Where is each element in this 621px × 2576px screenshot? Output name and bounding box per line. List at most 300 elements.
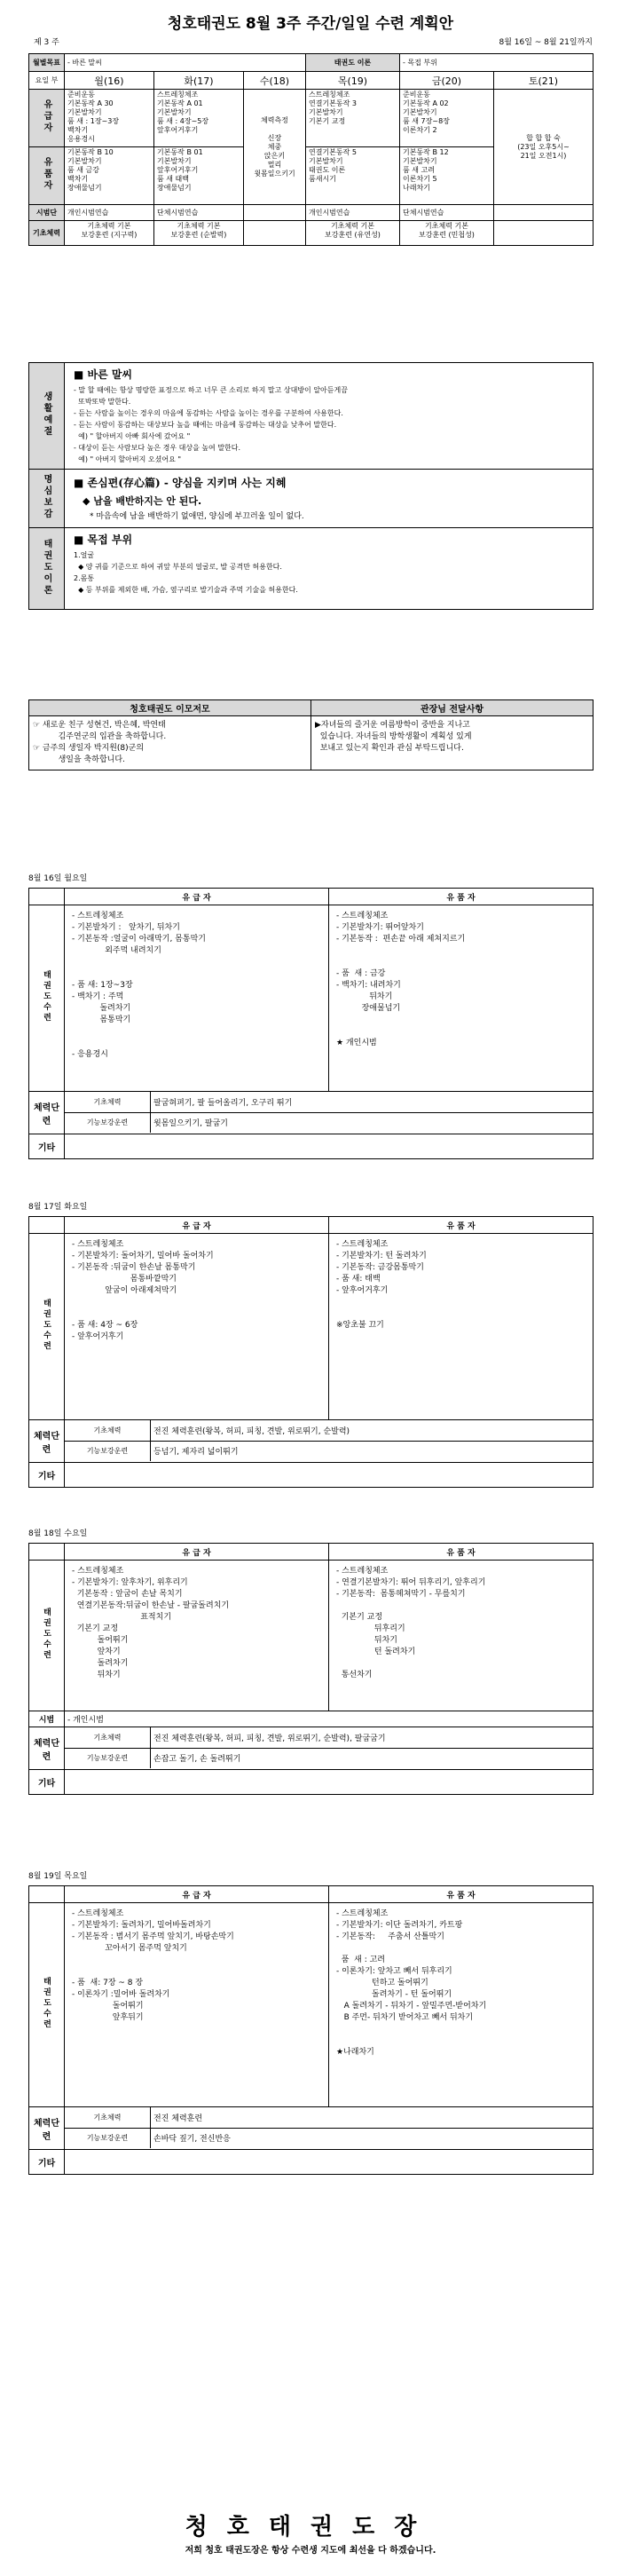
text-line: ◆ 등 부위를 제외한 배, 가슴, 옆구리로 발기술과 주먹 기술을 허용한다.: [74, 586, 298, 594]
text-line: 기본동작 A 02: [403, 99, 449, 107]
text-line: 장애물넘기: [67, 184, 102, 192]
day-mon: 월(16): [65, 72, 154, 90]
text-line: 보강훈련 (민첩성): [419, 231, 475, 239]
text-line: - 품 새: 7장 ~ 8 장: [72, 1979, 144, 1987]
proverb-cell: [65, 470, 593, 528]
yudan-tue: [154, 147, 244, 205]
text-line: 돌어뛰기: [72, 2002, 144, 2011]
yudan-head: 유 품 자: [329, 1886, 593, 1903]
fitness-row-value: 손잡고 돌기, 손 돌려뛰기: [151, 1748, 593, 1768]
text-line: 돌려차기: [72, 1659, 129, 1668]
life-etiquette-lines: [74, 384, 584, 465]
text-line: 장애물넘기: [336, 1004, 401, 1013]
fitness-tue: [154, 221, 244, 246]
fitness-label: 체력단련: [29, 1727, 65, 1770]
yudan-head: 유 품 자: [329, 889, 593, 905]
text-line: - 기본동작: 주춤서 산틀막기: [336, 1932, 444, 1941]
text-line: - 스트레칭체조: [336, 1240, 389, 1249]
fitness-row-value: 전진 체력훈련(왕복, 허피, 피칭, 견발, 위로뛰기, 순발력): [151, 1420, 593, 1441]
text-line: 백차기: [67, 175, 89, 183]
fitness-fri: [400, 221, 494, 246]
text-line: [336, 1026, 586, 1038]
text-line: 체력측정: [261, 115, 288, 124]
footer-title: 청호태권도장: [185, 2514, 436, 2540]
monthly-info-table: [28, 362, 593, 610]
notice-left-lines: [29, 716, 311, 770]
text-line: 기본기 교정: [336, 1613, 383, 1622]
text-line: [336, 1943, 586, 1955]
text-line: - 품 새: 4장 ~ 6장: [72, 1321, 138, 1330]
text-line: 턴 돌려차기: [336, 1648, 416, 1656]
text-line: 백차기: [67, 126, 89, 134]
footer-subtitle: 저희 청호 태권도장은 항상 수련생 지도에 최선을 다 하겠습니다.: [185, 2546, 436, 2556]
text-line: 돌어뛰기: [72, 1636, 129, 1645]
proverb-sub: ◆ 남을 배반하지는 안 된다.: [83, 495, 202, 507]
text-line: [72, 1955, 321, 1966]
fitness-row-value: 등넘기, 제자리 넓이뛰기: [151, 1441, 593, 1461]
fitness-label: 기초체력: [29, 221, 65, 246]
text-line: 이론차기 2: [403, 126, 437, 134]
notice-table: [28, 699, 593, 770]
day-tue: 화(17): [154, 72, 244, 90]
text-line: 돌려차기 - 턴 돌어뛰기: [336, 1990, 452, 1999]
yudan-thu: [306, 147, 400, 205]
fitness-inner-table: [65, 1420, 593, 1461]
notice-right-title: 관장님 전달사항: [311, 700, 593, 716]
text-line: - 품 새 : 금강: [336, 969, 386, 978]
tkd-training-label: [29, 1561, 65, 1711]
text-line: ▶자녀들의 즐거운 여름방학이 중반을 지나고: [315, 721, 470, 730]
text-line: - 기본발차기: 돌려차기, 밀어바돌려차기: [72, 1921, 211, 1930]
text-line: [72, 1297, 321, 1308]
text-line: 표적치기: [72, 1613, 172, 1622]
text-line: [336, 1658, 586, 1670]
tkd-training-label-text: 태권도수련: [42, 1299, 51, 1352]
text-line: [336, 945, 586, 957]
text-line: - 스트레칭체조: [336, 1567, 389, 1576]
yudan-head: 유 품 자: [329, 1217, 593, 1234]
text-line: 기본기 교정: [309, 117, 346, 125]
text-line: - 품 새: 태백: [336, 1275, 381, 1284]
text-line: 기본발차기: [403, 108, 437, 116]
text-line: 보내고 있는지 확인과 관심 부탁드립니다.: [315, 744, 464, 753]
etc-label: 기타: [29, 1770, 65, 1795]
text-line: 2.몸통: [74, 574, 95, 582]
corner-cell: [29, 1886, 65, 1903]
event-thu: 개인시범연습: [306, 205, 400, 221]
yugeup-head: 유 급 자: [65, 889, 329, 905]
life-etiquette-label: [29, 363, 65, 470]
text-line: [336, 2035, 586, 2047]
page-title: 청호태권도 8월 3주 주간/일일 수련 계획안: [167, 15, 454, 33]
text-line: [72, 1308, 321, 1320]
text-line: 기본동작 : 앞굽이 손날 목치기: [72, 1590, 183, 1599]
text-line: - 연결기본발차기: 뛰어 뒤후리기, 앞후리기: [336, 1578, 486, 1587]
day-label: 요일 부: [29, 72, 65, 90]
text-line: 품 새 금강: [67, 166, 99, 174]
text-line: 몸통바깥막기: [72, 1275, 177, 1284]
fitness-row-value: 팔굽혀펴기, 팔 들어올리기, 오구리 뛰기: [151, 1092, 593, 1112]
text-line: 나래차기: [403, 184, 430, 192]
theory-cell: [65, 528, 593, 610]
text-line: ☞ 새로운 친구 성현건, 박은혜, 박연태: [33, 721, 166, 730]
yugeup-mon: [65, 90, 154, 147]
etc-label: 기타: [29, 2150, 65, 2175]
text-line: [247, 125, 303, 134]
text-line: - 앞후어거후기: [336, 1286, 389, 1295]
fitness-row-label: 기초체력: [65, 1092, 151, 1112]
text-line: 기본발차기: [157, 108, 192, 116]
event-label: 시범: [29, 1711, 65, 1727]
theme-value: - 바른 말씨: [65, 54, 306, 72]
week-label: 제 3 주: [34, 38, 59, 47]
text-line: [336, 2024, 586, 2035]
fitness-sat: [494, 221, 593, 246]
theory-label-text: 태권도이론: [42, 538, 51, 597]
fitness-cell: [65, 1420, 593, 1463]
text-line: 체중: [267, 142, 282, 151]
text-line: - 기본동작 : 편손끝 아래 제쳐지르기: [336, 935, 466, 944]
etc-label: 기타: [29, 1463, 65, 1488]
text-line: - 듣는 사람을 높이는 경우의 마음에 동감하는 사람을 높이는 경우를 구분하여 사용한다.: [74, 409, 343, 417]
yudan-plan: [329, 1234, 593, 1420]
yugeup-plan: [65, 1234, 329, 1420]
text-line: 이론차기 5: [403, 175, 437, 183]
text-line: 품새시기: [309, 175, 336, 183]
yugeup-plan: [65, 905, 329, 1092]
text-line: B 주먼- 뒤차기 받어차고 빼서 뒤차기: [336, 2013, 474, 2022]
fitness-cell: [65, 1092, 593, 1134]
text-line: - 백차기: 내려차기: [336, 981, 401, 990]
etc-label: 기타: [29, 1134, 65, 1159]
fitness-inner-table: [65, 2107, 593, 2148]
event-sat: [494, 205, 593, 221]
text-line: - 스트레칭체조: [72, 912, 124, 921]
life-etiquette-title: ■ 바른 말씨: [74, 368, 133, 381]
text-line: ☞ 금주의 생일자 박지원(8)군의: [33, 744, 145, 753]
daily-plan-table: [28, 888, 593, 1159]
fitness-cell: [65, 1727, 593, 1770]
text-line: 멀리: [267, 160, 282, 169]
yugeup-label: [29, 90, 65, 147]
fitness-row-value: 전진 체력훈련: [151, 2107, 593, 2128]
yudan-mon: [65, 147, 154, 205]
text-line: 기본동작 B 12: [403, 148, 449, 156]
text-line: 준비운동: [67, 91, 95, 99]
text-line: 돌려차기: [72, 1004, 131, 1013]
text-line: (23일 오후5시~: [517, 142, 570, 151]
text-line: - 대상이 듣는 사람보다 높은 경우 대상을 높여 말한다.: [74, 444, 241, 452]
text-line: 몸통막기: [72, 1015, 131, 1024]
daily-date: 8월 18일 수요일: [28, 1529, 88, 1538]
text-line: - 이론차기: 앞차고 빼서 뒤후리기: [336, 1967, 452, 1976]
proverb-desc: * 마음속에 남을 배반하기 없애면, 양심에 부끄러울 일이 없다.: [90, 512, 304, 521]
text-line: - 기본발차기: 뛰어앞차기: [336, 923, 424, 932]
text-line: 기초체력 기본: [425, 222, 468, 230]
event-mon: 개인시범연습: [65, 205, 154, 221]
text-line: 뒤차기: [336, 1636, 397, 1645]
text-line: 스트레칭체조: [157, 91, 199, 99]
text-line: 준비운동: [403, 91, 430, 99]
fitness-row-value: 윗몸일으키기, 팔굽기: [151, 1112, 593, 1133]
text-line: 앞굽이 아래제쳐막기: [72, 1286, 177, 1295]
text-line: - 이론차기 :밀어바 돌려차기: [72, 1990, 170, 1999]
fitness-row-value: 전진 체력훈련(왕복, 허피, 피칭, 견발, 위로뛰기, 순발력), 팔굽굽기: [151, 1727, 593, 1748]
text-line: 기본동작 A 30: [67, 99, 114, 107]
text-line: - 말 할 때에는 항상 명랑한 표정으로 하고 너무 큰 소리로 하지 말고 상대방이 알아듣게끔: [74, 386, 348, 394]
text-line: 장애물넘기: [157, 184, 192, 192]
text-line: 기본동작 B 01: [157, 148, 203, 156]
fitness-row-label: 기능보강운련: [65, 1441, 151, 1461]
text-line: 연결기본동작 3: [309, 99, 358, 107]
text-line: 보강훈련 (유연성): [325, 231, 381, 239]
text-line: - 기본동작 : 범서기 몸주먹 앞치기, 바탕손막기: [72, 1932, 234, 1941]
taekwondo-theory-label: 태권도 이론: [306, 54, 400, 72]
fitness-row-label: 기능보강운련: [65, 2128, 151, 2148]
proverb-label-text: 명심보감: [42, 474, 51, 520]
text-line: 21일 오전1시): [520, 151, 567, 160]
fitness-cell: [65, 2107, 593, 2150]
fitness-inner-table: [65, 1092, 593, 1133]
tkd-training-label: [29, 905, 65, 1092]
text-line: 있습니다. 자녀들의 방학생활이 계획성 있게: [315, 732, 472, 741]
text-line: ★나래차기: [336, 2048, 374, 2057]
wed-fitness-test: [244, 90, 306, 205]
text-line: - 듣는 사람이 동감하는 대상보다 높을 때에는 마음에 동감하는 대상을 낮추어 말한다.: [74, 421, 337, 429]
yugeup-head: 유 급 자: [65, 1217, 329, 1234]
corner-cell: [29, 889, 65, 905]
text-line: - 스트레칭체조: [72, 1567, 124, 1576]
tkd-training-label: [29, 1234, 65, 1420]
day-sat: 토(21): [494, 72, 593, 90]
theory-label: [29, 528, 65, 610]
fitness-row-label: 기초체력: [65, 2107, 151, 2128]
text-line: [336, 1600, 586, 1612]
text-line: 뒤차기: [72, 1671, 121, 1679]
fitness-label: 체력단련: [29, 1420, 65, 1463]
text-line: - 앞후어거후기: [72, 1332, 124, 1341]
yudan-fri: [400, 147, 494, 205]
fitness-row-value: 손바닥 짚기, 전신반응: [151, 2128, 593, 2148]
text-line: 앞후어거후기: [157, 166, 199, 174]
taekwondo-theory-value: - 목접 부위: [400, 54, 593, 72]
text-line: - 기본동작: 몸통헤쳐막기 - 무릎치기: [336, 1590, 466, 1599]
yudan-head: 유 품 자: [329, 1544, 593, 1561]
text-line: 품 새 태백: [157, 175, 189, 183]
text-line: - 응용경시: [72, 1050, 108, 1059]
fitness-row-label: 기초체력: [65, 1727, 151, 1748]
text-line: [336, 1308, 586, 1320]
text-line: 기본발차기: [67, 108, 102, 116]
text-line: [336, 957, 586, 968]
yudan-label-text: 유품자: [42, 157, 51, 192]
fitness-row-label: 기능보강운련: [65, 1112, 151, 1133]
daily-plan-table: [28, 1543, 593, 1795]
text-line: - 스트레칭체조: [336, 1909, 389, 1918]
etc-value: [65, 1134, 593, 1159]
text-line: - 백차기 : 주먹: [72, 992, 124, 1001]
day-fri: 금(20): [400, 72, 494, 90]
yugeup-fri: [400, 90, 494, 147]
notice-right-lines: [311, 716, 593, 770]
text-line: [72, 1966, 321, 1978]
yugeup-tue: [154, 90, 244, 147]
etc-value: [65, 1770, 593, 1795]
text-line: [72, 1038, 321, 1049]
yugeup-plan: [65, 1903, 329, 2107]
text-line: 기본동작 A 01: [157, 99, 203, 107]
text-line: 뒤차기: [336, 992, 393, 1001]
text-line: 기본발차기: [403, 157, 437, 165]
event-label: 시범단: [29, 205, 65, 221]
day-thu: 목(19): [306, 72, 400, 90]
text-line: 앞후어거후기: [157, 126, 199, 134]
fitness-thu: [306, 221, 400, 246]
etc-value: [65, 2150, 593, 2175]
text-line: 1.얼굴: [74, 551, 95, 559]
sat-camp: [494, 90, 593, 205]
daily-date: 8월 16일 월요일: [28, 874, 88, 883]
fitness-mon: [65, 221, 154, 246]
day-wed: 수(18): [244, 72, 306, 90]
text-line: [72, 968, 321, 980]
event-fri: 단체시범연습: [400, 205, 494, 221]
text-line: 뒤후리기: [336, 1624, 405, 1633]
yudan-label: [29, 147, 65, 205]
fitness-row-label: 기능보강운련: [65, 1748, 151, 1768]
text-line: 앞후뒤기: [72, 2013, 144, 2022]
daily-date: 8월 19일 목요일: [28, 1872, 88, 1881]
text-line: 스트레칭체조: [309, 91, 350, 99]
text-line: ◆ 양 귀를 기준으로 하여 귀앞 부분의 얼굴로, 발 공격만 허용한다.: [74, 563, 282, 571]
tkd-training-label-text: 태권도수련: [42, 970, 51, 1023]
text-line: - 기본동작 :뒤굽이 한손날 몸통막기: [72, 1263, 196, 1272]
proverb-label: [29, 470, 65, 528]
text-line: 기본기 교정: [72, 1624, 119, 1633]
text-line: 응용경시: [67, 135, 95, 143]
fitness-inner-table: [65, 1727, 593, 1768]
text-line: - 기본동작: 금강몸통막기: [336, 1263, 424, 1272]
text-line: [72, 1026, 321, 1038]
event-wed: [244, 205, 306, 221]
event-tue: 단체시범연습: [154, 205, 244, 221]
text-line: 품 새 고려: [403, 166, 435, 174]
text-line: 예) " 할아버지 아빠 회사에 갔어요 ": [74, 432, 191, 440]
text-line: 윗몸일으키기: [254, 169, 295, 178]
text-line: [72, 957, 321, 968]
text-line: 김주연군의 입관을 축하합니다.: [33, 732, 167, 741]
text-line: 보강훈련 (순발력): [170, 231, 227, 239]
text-line: 기본동작 B 10: [67, 148, 114, 156]
yugeup-thu: [306, 90, 400, 147]
text-line: - 기본발차기: 이단 돌려차기, 카트팡: [336, 1921, 463, 1930]
text-line: [336, 1297, 586, 1308]
weekly-plan-table: [28, 53, 593, 246]
text-line: - 기본동작 :얼굴이 아래막기, 몸통막기: [72, 935, 206, 944]
text-line: 기본발차기: [67, 157, 102, 165]
text-line: 통선차기: [336, 1671, 373, 1679]
text-line: 또박또박 말한다.: [74, 398, 131, 406]
text-line: A 돌려차기 - 뒤차기 - 앞밀주먼-받어차기: [336, 2002, 487, 2011]
tkd-training-label: [29, 1903, 65, 2107]
text-line: 품 새 : 1장~3장: [67, 117, 120, 125]
text-line: - 기본발차기 : 앞차기, 뒤차기: [72, 923, 180, 932]
text-line: ★ 개인시범: [336, 1039, 377, 1047]
fitness-wed: [244, 221, 306, 246]
text-line: 기초체력 기본: [87, 222, 131, 230]
daily-date: 8월 17일 화요일: [28, 1203, 88, 1212]
theory-title: ■ 목접 부위: [74, 533, 133, 546]
text-line: - 스트레칭체조: [72, 1909, 124, 1918]
proverb-title: ■ 존심편(存心篇) - 양심을 지키며 사는 지혜: [74, 477, 287, 489]
text-line: 품 새 7장~8장: [403, 117, 450, 125]
fitness-row-label: 기초체력: [65, 1420, 151, 1441]
text-line: 품 새 : 고려: [336, 1956, 385, 1964]
corner-cell: [29, 1544, 65, 1561]
text-line: 기본발차기: [309, 157, 343, 165]
corner-cell: [29, 1217, 65, 1234]
text-line: 기초체력 기본: [177, 222, 221, 230]
yugeup-plan: [65, 1561, 329, 1711]
text-line: 앉은키: [263, 151, 286, 160]
yudan-plan: [329, 1903, 593, 2107]
text-line: 신장: [267, 133, 282, 142]
text-line: - 품 새: 1장~3장: [72, 981, 133, 990]
notice-left-title: 청호태권도 이모저모: [29, 700, 311, 716]
text-line: - 기본발차기: 턴 돌려차기: [336, 1252, 427, 1260]
yudan-plan: [329, 905, 593, 1092]
event-value: - 개인시범: [65, 1711, 593, 1727]
text-line: 예) " 아버지 할아버지 오셨어요 ": [74, 455, 182, 463]
text-line: - 기본발차기: 앞후차기, 위후리기: [72, 1578, 188, 1587]
tkd-training-label-text: 태권도수련: [42, 1977, 51, 2030]
daily-plan-table: [28, 1885, 593, 2175]
fitness-label: 체력단련: [29, 2107, 65, 2150]
yugeup-head: 유 급 자: [65, 1886, 329, 1903]
text-line: - 스트레칭체조: [336, 912, 389, 921]
tkd-training-label-text: 태권도수련: [42, 1608, 51, 1661]
text-line: 꼬아서기 몸주먹 앞치기: [72, 1944, 187, 1953]
daily-plan-table: [28, 1216, 593, 1488]
theme-label: 월별목표: [29, 54, 65, 72]
text-line: 품 새 : 4장~5장: [157, 117, 209, 125]
yugeup-label-text: 유급자: [42, 99, 51, 134]
text-line: 기본발차기: [309, 108, 343, 116]
etc-value: [65, 1463, 593, 1488]
text-line: ※앙초불 끄기: [336, 1321, 384, 1330]
text-line: 턴하고 돌어뛰기: [336, 1979, 428, 1987]
text-line: [336, 1015, 586, 1026]
text-line: 앞차기: [72, 1648, 121, 1656]
text-line: 생일을 축하합니다.: [33, 755, 125, 764]
text-line: 외주먹 내려치기: [72, 946, 161, 955]
text-line: 연결기본동작:뒤굽이 한손날 - 팔굽돌려치기: [72, 1601, 230, 1610]
yugeup-head: 유 급 자: [65, 1544, 329, 1561]
period-label: 8월 16일 ~ 8월 21일까지: [499, 38, 593, 47]
text-line: 기초체력 기본: [331, 222, 374, 230]
theory-lines: [74, 549, 584, 596]
text-line: 합 합 합 숙: [526, 133, 561, 142]
text-line: 기본발차기: [157, 157, 192, 165]
text-line: 태권도 이론: [309, 166, 346, 174]
fitness-label: 체력단련: [29, 1092, 65, 1134]
life-etiquette-label-text: 생활예절: [42, 391, 51, 438]
text-line: 연결기본동작 5: [309, 148, 358, 156]
yudan-plan: [329, 1561, 593, 1711]
text-line: 보강훈련 (지구력): [81, 231, 138, 239]
text-line: - 기본발차기: 돌어차기, 밀어바 돌어차기: [72, 1252, 214, 1260]
life-etiquette-cell: [65, 363, 593, 470]
